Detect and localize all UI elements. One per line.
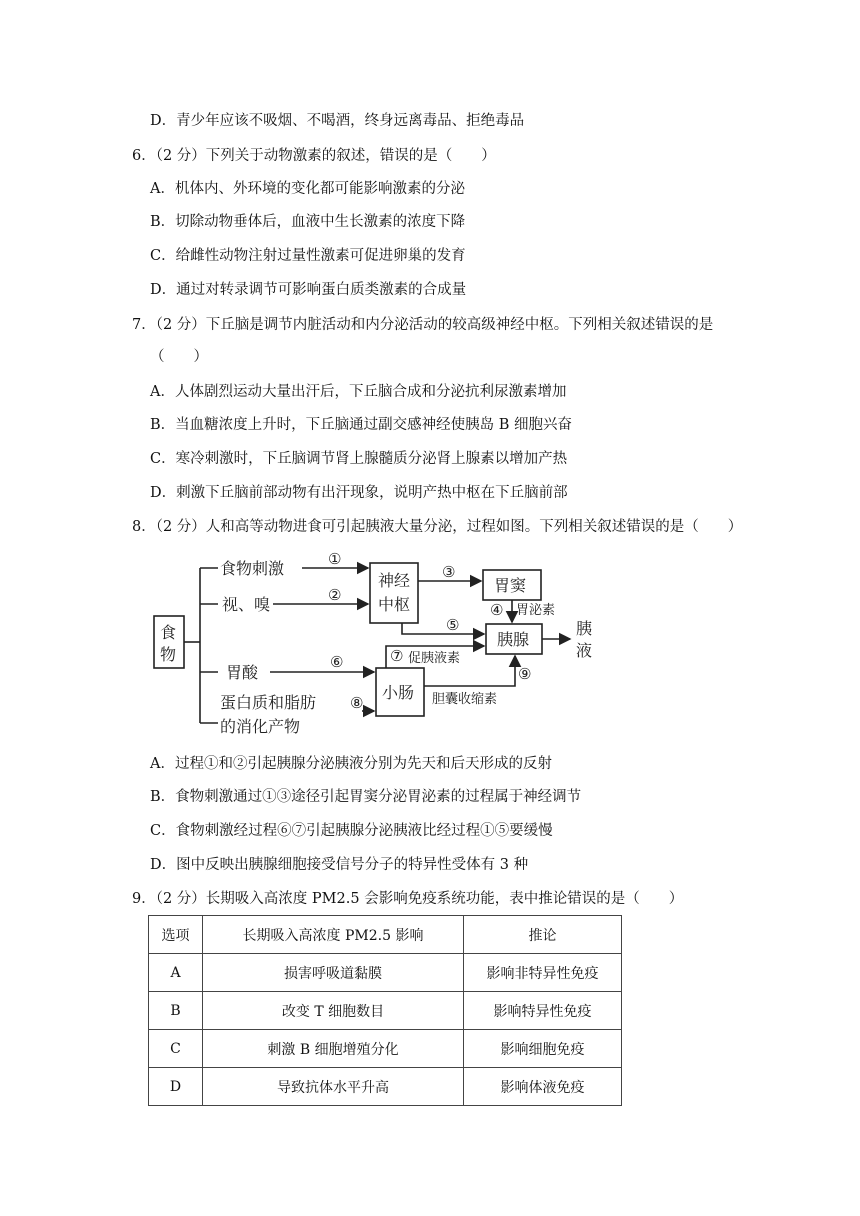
step-6-marker: ⑥: [330, 653, 344, 671]
digest-label-1: 蛋白质和脂肪: [220, 693, 317, 712]
table-cell: 刺激 B 细胞增殖分化: [203, 1030, 464, 1068]
q6-option-c: C．给雌性动物注射过量性激素可促进卵巢的发育: [150, 248, 466, 264]
table-cell: 影响细胞免疫: [464, 1030, 622, 1068]
step-7-marker: ⑦: [390, 647, 404, 665]
q6-stem: 6．（2 分）下列关于动物激素的叙述，错误的是（ ）: [132, 148, 496, 164]
table-header-cell: 推论: [464, 916, 622, 954]
table-cell: 损害呼吸道黏膜: [203, 954, 464, 992]
q7-option-b: B．当血糖浓度上升时，下丘脑通过副交感神经使胰岛 B 细胞兴奋: [150, 417, 573, 433]
step-8-marker: ⑧: [350, 694, 364, 712]
pancreas-label: 胰腺: [497, 630, 530, 649]
table-row: [149, 954, 622, 992]
intestine-label: 小肠: [382, 683, 415, 702]
q8-option-b: B．食物刺激通过①③途径引起胃窦分泌胃泌素的过程属于神经调节: [150, 789, 582, 805]
pm25-table: [148, 915, 622, 1106]
table-header-cell: 选项: [149, 916, 203, 954]
q7-option-a: A．人体剧烈运动大量出汗后，下丘脑合成和分泌抗利尿激素增加: [150, 384, 567, 400]
table-cell: D: [149, 1068, 203, 1106]
cck-label: 胆囊收缩素: [432, 692, 498, 707]
step-3-marker: ③: [442, 563, 456, 581]
food-label-1: 食: [160, 623, 177, 642]
step-2-marker: ②: [328, 586, 342, 604]
q8-stem: 8．（2 分）人和高等动物进食可引起胰液大量分泌，过程如图。下列相关叙述错误的是（ ）: [132, 519, 743, 535]
table-row: [149, 992, 622, 1030]
table-cell: 影响体液免疫: [464, 1068, 622, 1106]
q6-option-b: B．切除动物垂体后，血液中生长激素的浓度下降: [150, 214, 466, 230]
acid-label: 胃酸: [226, 663, 259, 682]
table-cell: 改变 T 细胞数目: [203, 992, 464, 1030]
table-row: [149, 1030, 622, 1068]
stomach-label: 胃窦: [494, 576, 527, 595]
stim-food-label: 食物刺激: [220, 559, 285, 578]
center-label-2: 中枢: [378, 595, 411, 614]
q7-option-d: D．刺激下丘脑前部动物有出汗现象，说明产热中枢在下丘脑前部: [150, 485, 568, 501]
table-header-cell: 长期吸入高浓度 PM2.5 影响: [203, 916, 464, 954]
q9-stem: 9．（2 分）长期吸入高浓度 PM2.5 会影响免疫系统功能，表中推论错误的是（ ）: [132, 891, 684, 907]
step-4-marker: ④: [490, 601, 504, 619]
q5-option-d: D．青少年应该不吸烟、不喝酒，终身远离毒品、拒绝毒品: [150, 113, 525, 129]
q8-option-d: D．图中反映出胰腺细胞接受信号分子的特异性受体有 3 种: [150, 857, 529, 873]
pancreas-secretion-diagram: [150, 548, 600, 740]
table-row: [149, 1068, 622, 1106]
q7-option-c: C．寒冷刺激时，下丘脑调节肾上腺髓质分泌肾上腺素以增加产热: [150, 451, 568, 467]
table-cell: A: [149, 954, 203, 992]
food-label-2: 物: [160, 645, 177, 664]
q6-option-a: A．机体内、外环境的变化都可能影响激素的分泌: [150, 181, 465, 197]
table-cell: B: [149, 992, 203, 1030]
q7-stem-bracket: （ ）: [150, 349, 208, 365]
q7-stem: 7．（2 分）下丘脑是调节内脏活动和内分泌活动的较高级神经中枢。下列相关叙述错误的是: [132, 317, 714, 333]
step-5-marker: ⑤: [446, 616, 460, 634]
center-label-1: 神经: [378, 571, 411, 590]
secretin-label: 促胰液素: [408, 651, 461, 666]
juice-label-2: 液: [576, 641, 593, 660]
q8-option-a: A．过程①和②引起胰腺分泌胰液分别为先天和后天形成的反射: [150, 756, 552, 772]
digest-label-2: 的消化产物: [220, 717, 301, 736]
table-cell: 影响特异性免疫: [464, 992, 622, 1030]
juice-label-1: 胰: [576, 619, 593, 638]
table-cell: 导致抗体水平升高: [203, 1068, 464, 1106]
table-cell: C: [149, 1030, 203, 1068]
q6-option-d: D．通过对转录调节可影响蛋白质类激素的合成量: [150, 282, 467, 298]
step-9-marker: ⑨: [518, 665, 532, 683]
table-header-row: [149, 916, 622, 954]
stim-smell-label: 视、嗅: [222, 595, 271, 614]
table-cell: 影响非特异性免疫: [464, 954, 622, 992]
q8-option-c: C．食物刺激经过程⑥⑦引起胰腺分泌胰液比经过程①⑤要缓慢: [150, 823, 553, 839]
step-1-marker: ①: [328, 550, 342, 568]
gastrin-label: 胃泌素: [516, 603, 556, 618]
